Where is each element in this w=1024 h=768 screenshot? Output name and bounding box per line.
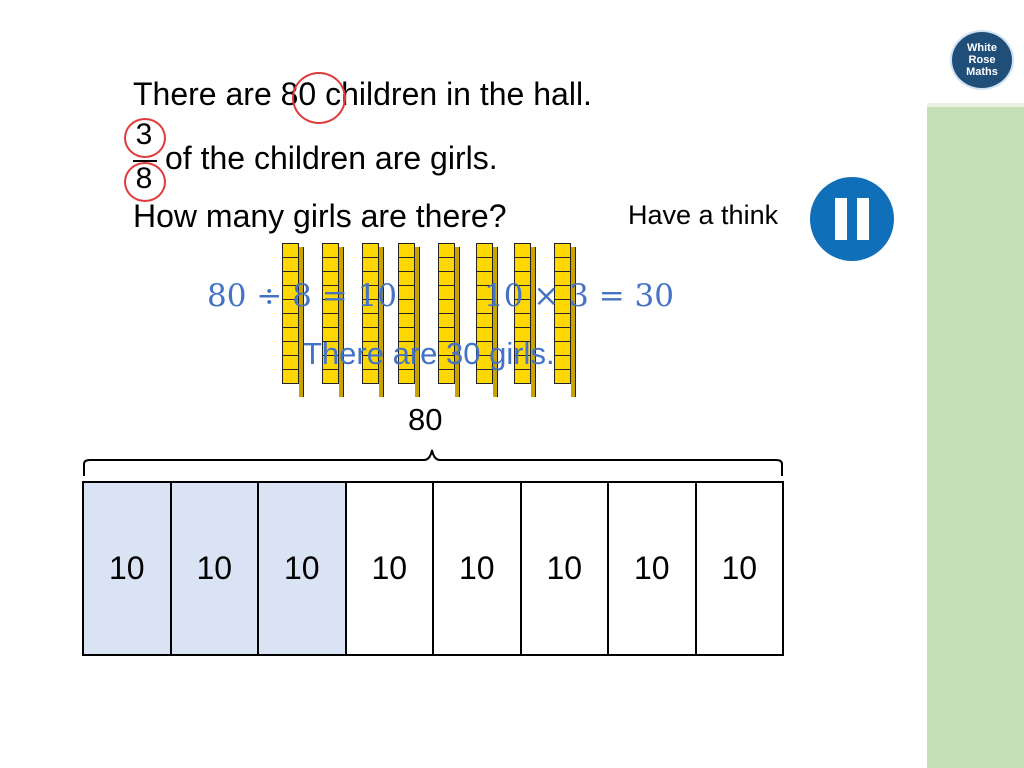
bar-model-part: 10 (434, 483, 522, 654)
highlight-circle-80 (292, 72, 346, 124)
fraction-denominator: 8 (135, 162, 153, 195)
bar-model-total: 80 (408, 402, 443, 437)
base-ten-rod (514, 243, 531, 397)
base-ten-rod (322, 243, 339, 397)
fraction-numerator: 3 (135, 118, 153, 151)
answer-text: There are 30 girls. (303, 336, 555, 371)
base-ten-rod (398, 243, 415, 397)
question-line-3: How many girls are there? (133, 198, 507, 234)
question-line-2: of the children are girls. (165, 140, 498, 176)
base-ten-rod (282, 243, 299, 397)
bar-model-part: 10 (609, 483, 697, 654)
bar-model-part: 10 (259, 483, 347, 654)
have-a-think-label: Have a think (628, 200, 779, 230)
bar-model-part: 10 (347, 483, 435, 654)
bar-model-part: 10 (522, 483, 610, 654)
base-ten-rod (362, 243, 379, 397)
bar-model-part: 10 (172, 483, 260, 654)
bar-model-part: 10 (721, 550, 758, 586)
highlight-circle-denominator (124, 162, 166, 202)
bar-model (82, 481, 784, 656)
base-ten-rod (554, 243, 571, 397)
logo-text-white: White (967, 42, 997, 54)
base-ten-rod (476, 243, 493, 397)
sidebar-panel (927, 0, 1024, 768)
question-line-1: There are 80 children in the hall. (133, 76, 592, 112)
logo-text-rose: Rose (968, 54, 996, 66)
highlight-circle-numerator (124, 118, 166, 158)
division-calculation: 80 ÷ 8 = 10 (207, 278, 397, 314)
multiplication-calculation: 10 × 3 = 30 (484, 278, 674, 314)
base-ten-rod (438, 243, 455, 397)
white-rose-maths-logo (950, 30, 1014, 90)
bar-model-part: 10 (84, 483, 172, 654)
pause-icon[interactable] (810, 177, 894, 261)
bar-model-brace (82, 448, 786, 478)
logo-text-maths: Maths (966, 66, 998, 78)
